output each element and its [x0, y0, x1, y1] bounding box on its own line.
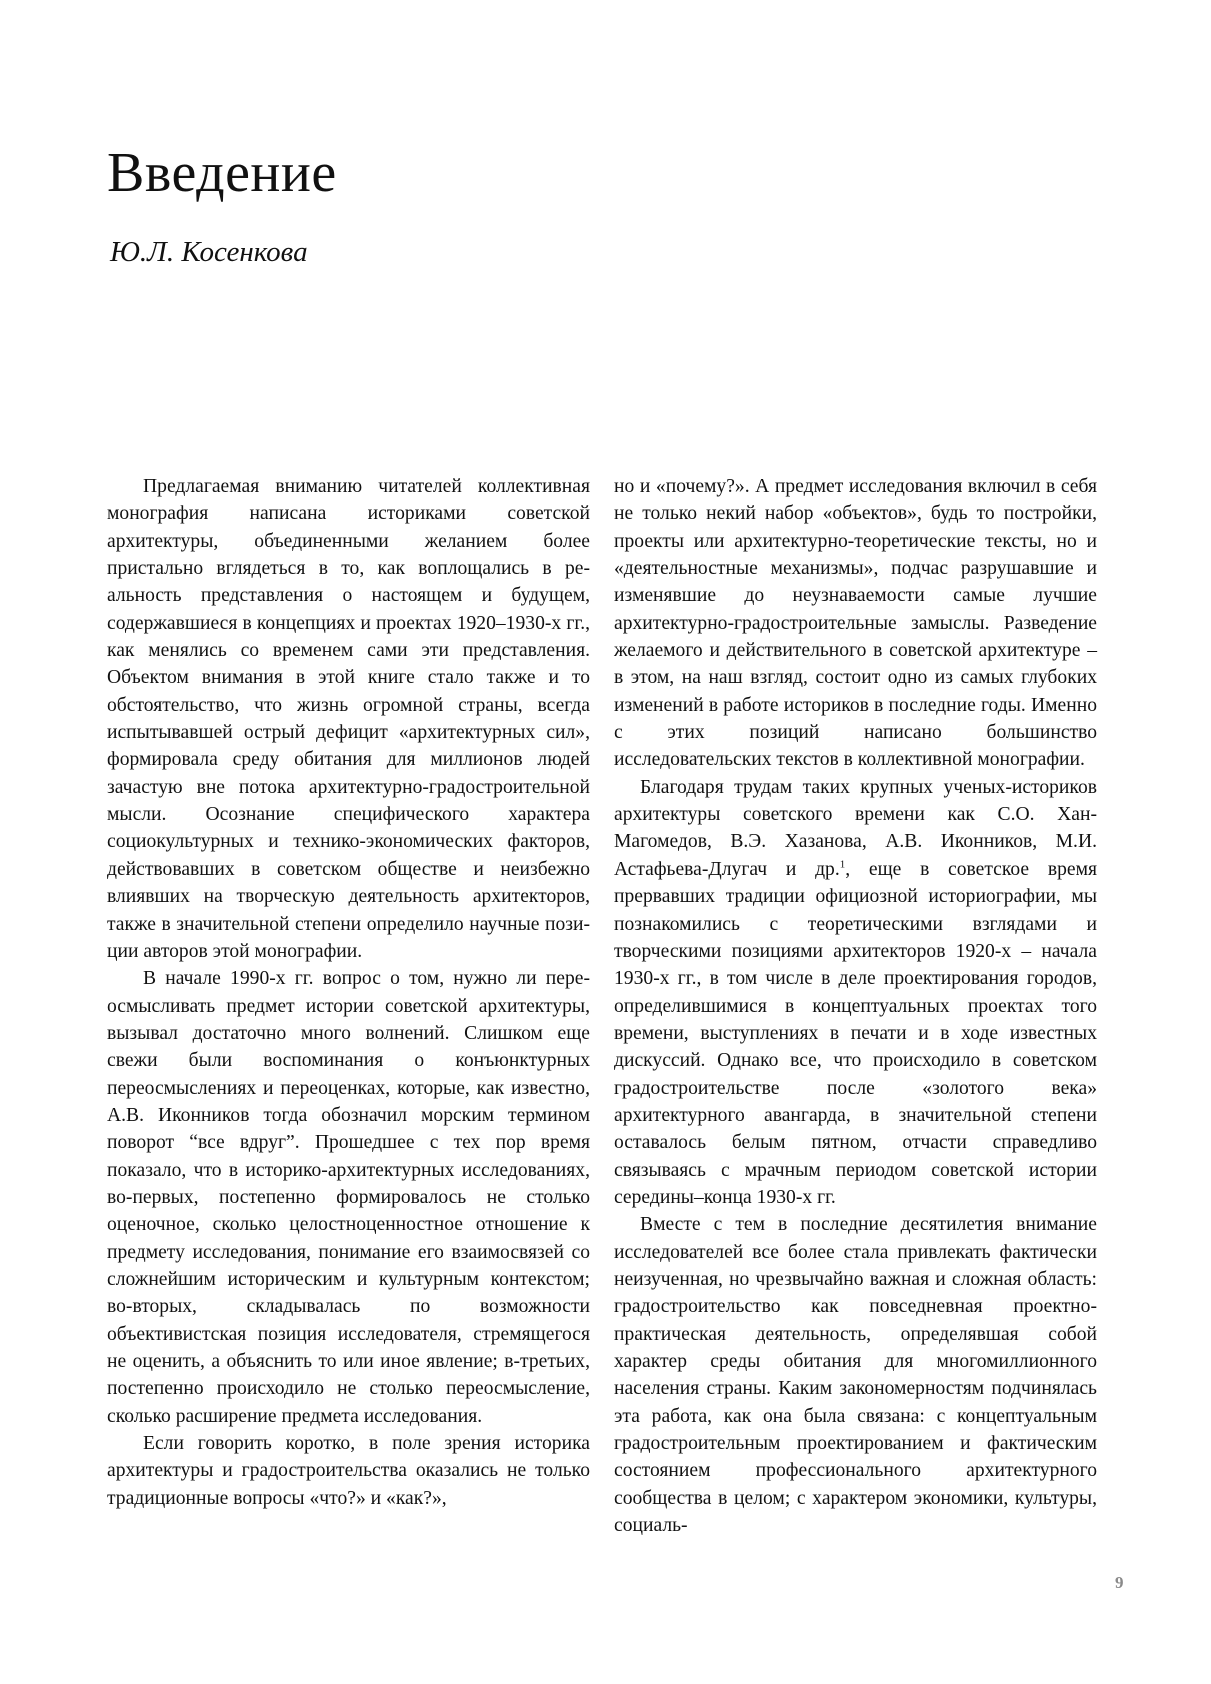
text-column-left	[107, 473, 590, 1512]
paragraph-5-text-end: , еще в советское время прервавших традиции официозной историографии, мы познакомились с теоретическими взглядами и творческими позициями архитекторов 1920-х – начала 1930-х гг., в том числе в деле проектирования городов, определившимися в концептуальных проектах того времени, выступлениях в печати и в ходе известных дискуссий. Однако все, что происходило в советском градостроительстве после «золотого века» архитектурного авангарда, в значительной степени оставалось белым пятном, отчасти справедливо связываясь с мрачным периодом советской истории середины–конца 1930-х гг.	[614, 858, 1098, 1208]
page-title: Введение	[107, 142, 337, 204]
text-column-right	[614, 473, 1097, 1539]
paragraph-3: Если говорить коротко, в поле зрения историка архитектуры и градостроительства оказались не только традиционные вопросы «что?» и «как?»,	[107, 1433, 590, 1509]
footnote-marker: 1	[839, 858, 846, 871]
paragraph-5	[614, 774, 1097, 1212]
paragraph-1: Предлагаемая вниманию читателей коллективная монография написана историками советской архитектуры, объединенными желанием более пристально вглядеться в то, как воплощались в реальность представления о настоящем и будущем, содержавшиеся в концепциях и проектах 1920–1930-х гг., как менялись со временем сами эти представления. Объектом внимания в этой книге стало также и то обстоятельство, что жизнь огромной страны, всегда испытывавшей острый дефицит «архитектурных сил», формировала среду обитания для миллионов людей зачастую вне потока архитектурно-градостроительной мысли. Осознание специфического характера социокультурных и технико-экономических факторов, действовавших в советском обществе и неизбежно влиявших на творческую деятельность архитекторов, также в значительной степени определило научные позиции авторов этой монографии.	[107, 476, 590, 962]
author-name: Ю.Л. Косенкова	[110, 236, 308, 268]
paragraph-5-text-start: Благодаря трудам таких крупных ученых-историков архитектуры советского времени как С.О. Хан-Магомедов, В.Э. Хазанова, А.В. Иконников, М.И. Астафьева-Длугач и др.	[614, 776, 1097, 880]
paragraph-2: В начале 1990-х гг. вопрос о том, нужно ли переосмысливать предмет истории советской архитектуры, вызывал достаточно много волнений. Слишком еще свежи были воспоминания о конъюнктурных переосмыслениях и переоценках, которые, как известно, А.В. Иконников тогда обозначил морским термином поворот “все вдруг”. Прошедшее с тех пор время показало, что в историко-архитектурных исследованиях, во-первых, постепенно формировалось не столько оценочное, сколько целостноценностное отношение к предмету исследования, понимание его взаимосвязей со сложнейшим историческим и культурным контекстом; во-вторых, складывалась по возможности объективистская позиция исследователя, стремящегося не оценить, а объяснить то или иное явление; в-третьих, постепенно происходило не столько переосмысление, сколько расширение предмета исследования.	[107, 968, 590, 1427]
paragraph-6: Вместе с тем в последние десятилетия внимание исследователей все более стала привлекать фактически неизученная, но чрезвычайно важная и сложная область: градостроительство как повседневная проектно-практическая деятельность, определявшая собой характер среды обитания для многомиллионного населения страны. Каким закономерностям подчинялась эта работа, как она была связана: с концептуальным градостроительным проектированием и фактическим состоянием профессионального архитектурного сообщества в целом; с характером экономики, культуры, социаль-	[614, 1214, 1097, 1537]
paragraph-4: но и «почему?». А предмет исследования включил в себя не только некий набор «объектов», будь то постройки, проекты или архитектурно-теоретические тексты, но и «деятельностные механизмы», подчас разрушавшие и изменявшие до неузнаваемости самые лучшие архитектурно-градостроительные замыслы. Разведение желаемого и действительного в советской архитектуре – в этом, на наш взгляд, состоит одно из самых глубоких изменений в работе историков в последние годы. Именно с этих позиций написано большинство исследовательских текстов в коллективной монографии.	[614, 476, 1097, 771]
page-number: 9	[1115, 1573, 1124, 1592]
